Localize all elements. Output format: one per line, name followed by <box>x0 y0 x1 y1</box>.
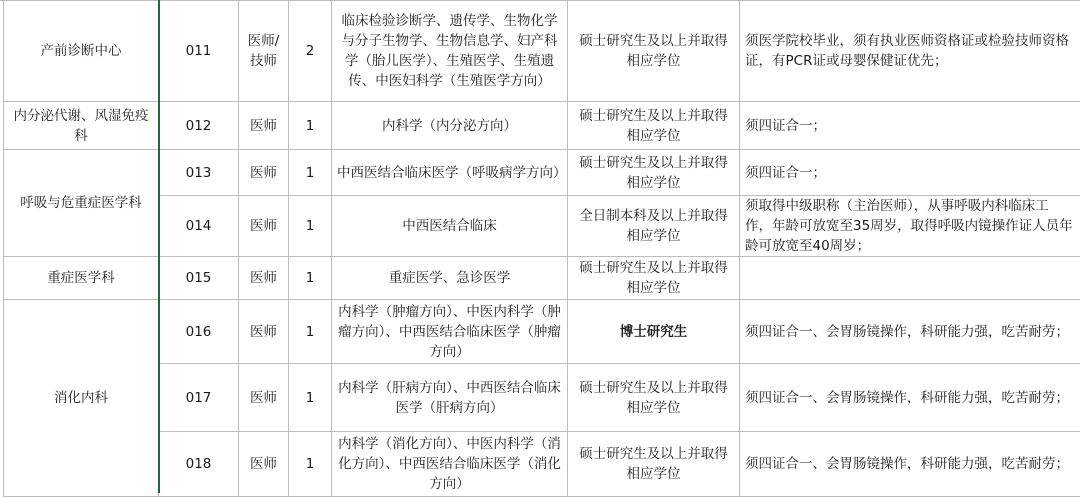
requirement-cell <box>740 257 1080 300</box>
education-cell: 硕士研究生及以上并取得相应学位 <box>568 257 740 300</box>
position-name-cell: 医师 <box>239 102 289 150</box>
position-name-cell: 医师/技师 <box>239 1 289 102</box>
table-row <box>4 1 1080 102</box>
position-name-cell: 医师 <box>239 150 289 196</box>
position-code-cell: 016 <box>159 300 239 364</box>
headcount-cell: 1 <box>289 432 332 497</box>
column-divider-accent <box>158 0 160 493</box>
major-cell: 中西医结合临床 <box>332 196 568 257</box>
education-cell: 硕士研究生及以上并取得相应学位 <box>568 432 740 497</box>
position-code-cell: 014 <box>159 196 239 257</box>
table-row <box>4 257 1080 300</box>
position-code-cell: 013 <box>159 150 239 196</box>
education-cell: 硕士研究生及以上并取得相应学位 <box>568 1 740 102</box>
major-cell: 内科学（内分泌方向） <box>332 102 568 150</box>
department-cell: 内分泌代谢、风湿免疫科 <box>4 102 159 150</box>
position-name-cell: 医师 <box>239 196 289 257</box>
position-name-cell: 医师 <box>239 432 289 497</box>
headcount-cell: 2 <box>289 1 332 102</box>
education-cell: 博士研究生 <box>568 300 740 364</box>
table-row <box>4 300 1080 364</box>
education-cell: 硕士研究生及以上并取得相应学位 <box>568 102 740 150</box>
education-cell: 硕士研究生及以上并取得相应学位 <box>568 364 740 432</box>
major-cell: 中西医结合临床医学（呼吸病学方向） <box>332 150 568 196</box>
position-name-cell: 医师 <box>239 257 289 300</box>
requirement-cell: 须医学院校毕业，须有执业医师资格证或检验技师资格证，有PCR证或母婴保健证优先； <box>740 1 1080 102</box>
headcount-cell: 1 <box>289 102 332 150</box>
position-name-cell: 医师 <box>239 300 289 364</box>
requirement-cell: 须四证合一、会胃肠镜操作，科研能力强，吃苦耐劳； <box>740 300 1080 364</box>
requirement-cell: 须取得中级职称（主治医师），从事呼吸内科临床工作，年龄可放宽至35周岁，取得呼吸内镜操作证人员年龄可放宽至40周岁； <box>740 196 1080 257</box>
position-code-cell: 015 <box>159 257 239 300</box>
table-row <box>4 102 1080 150</box>
department-cell: 呼吸与危重症医学科 <box>4 150 159 257</box>
headcount-cell: 1 <box>289 150 332 196</box>
requirement-cell: 须四证合一、会胃肠镜操作，科研能力强，吃苦耐劳； <box>740 432 1080 497</box>
position-code-cell: 017 <box>159 364 239 432</box>
headcount-cell: 1 <box>289 364 332 432</box>
major-cell: 重症医学、急诊医学 <box>332 257 568 300</box>
major-cell: 内科学（消化方向）、中医内科学（消化方向）、中西医结合临床医学（消化方向） <box>332 432 568 497</box>
recruitment-table <box>3 0 1080 497</box>
table-row <box>4 196 1080 257</box>
department-cell: 产前诊断中心 <box>4 1 159 102</box>
headcount-cell: 1 <box>289 300 332 364</box>
headcount-cell: 1 <box>289 196 332 257</box>
department-cell: 消化内科 <box>4 300 159 497</box>
major-cell: 临床检验诊断学、遗传学、生物化学与分子生物学、生物信息学、妇产科学（胎儿医学）、生殖医学、生殖遗传、中医妇科学（生殖医学方向） <box>332 1 568 102</box>
education-cell: 全日制本科及以上并取得相应学位 <box>568 196 740 257</box>
position-code-cell: 012 <box>159 102 239 150</box>
major-cell: 内科学（肿瘤方向）、中医内科学（肿瘤方向）、中西医结合临床医学（肿瘤方向） <box>332 300 568 364</box>
requirement-cell: 须四证合一； <box>740 150 1080 196</box>
education-cell: 硕士研究生及以上并取得相应学位 <box>568 150 740 196</box>
table-row <box>4 432 1080 497</box>
table-row <box>4 364 1080 432</box>
headcount-cell: 1 <box>289 257 332 300</box>
requirement-cell: 须四证合一； <box>740 102 1080 150</box>
department-cell: 重症医学科 <box>4 257 159 300</box>
position-code-cell: 018 <box>159 432 239 497</box>
position-name-cell: 医师 <box>239 364 289 432</box>
table-row <box>4 150 1080 196</box>
position-code-cell: 011 <box>159 1 239 102</box>
major-cell: 内科学（肝病方向）、中西医结合临床医学（肝病方向） <box>332 364 568 432</box>
requirement-cell: 须四证合一、会胃肠镜操作，科研能力强，吃苦耐劳； <box>740 364 1080 432</box>
